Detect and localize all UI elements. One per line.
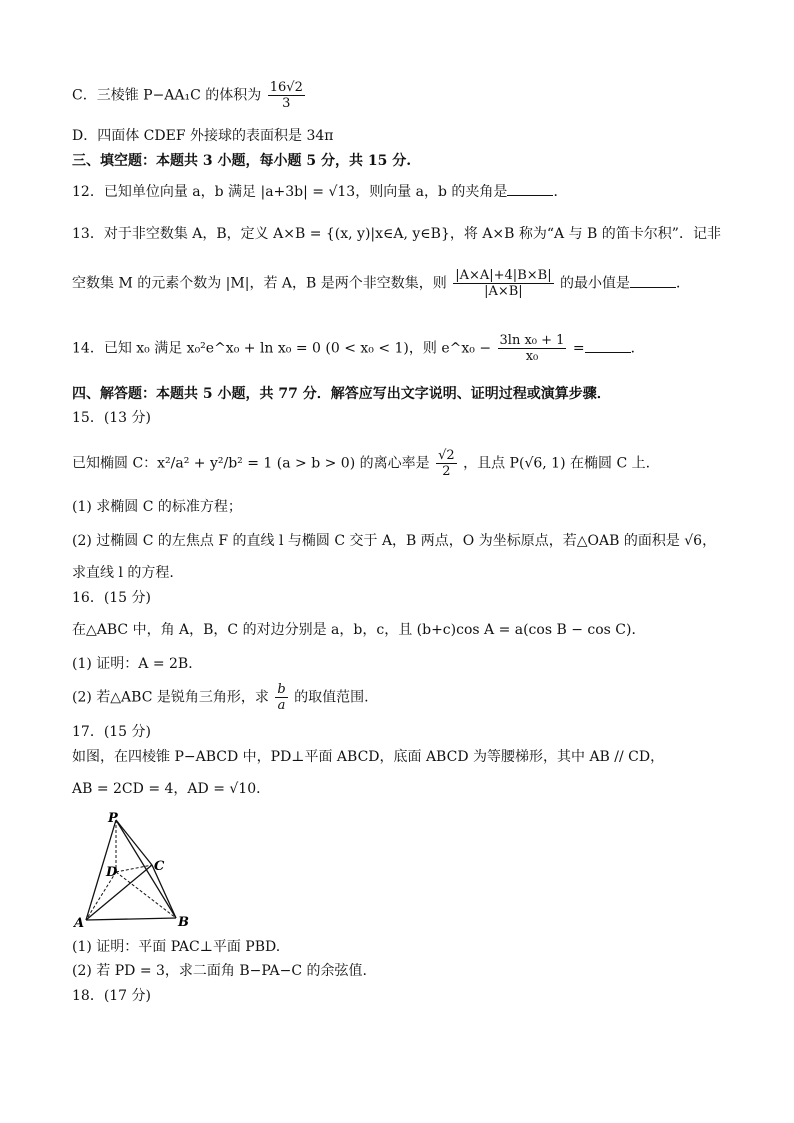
section-fill-in-title: 三、填空题：本题共 3 小题，每小题 5 分，共 15 分. xyxy=(72,153,412,169)
fraction: $\frac{b}{a}$ xyxy=(277,682,286,713)
question-13-line1: 13．对于非空数集 A，B，定义 A×B = {(x, y)|x∈A, y∈B}，将 A×B 称为“A 与 B 的笛卡尔积”．记非 xyxy=(72,226,721,242)
question-18-header: 18．(17 分) xyxy=(72,988,152,1004)
question-16-part1: (1) 证明：A = 2B． xyxy=(72,656,203,672)
label-p: P xyxy=(108,811,118,826)
question-13-line2: 空数集 M 的元素个数为 |M|，若 A，B 是两个非空数集，则 $\frac{|A\times A|+4|B\times B|}{|A\times B|}$ 的最小值是 ． xyxy=(72,268,691,299)
option-d: D．四面体 CDEF 外接球的表面积是 34π xyxy=(72,128,334,144)
question-14: 14．已知 x₀ 满足 x₀²e^x₀ + ln x₀ = 0 (0 < x₀ < 1)，则 e^x₀ − $\frac{\text{3ln x₀ + 1}}{\text{x₀}}$ = ． xyxy=(72,333,645,364)
label-d: D xyxy=(106,865,118,880)
question-17-stem: 如图，在四棱锥 P−ABCD 中，PD⊥平面 ABCD，底面 ABCD 为等腰梯形，其中 AB // CD， xyxy=(72,749,665,765)
label-a: A xyxy=(74,916,85,928)
section-answer-title: 四、解答题：本题共 5 小题，共 77 分．解答应写出文字说明、证明过程或演算步骤． xyxy=(72,386,611,402)
fraction: $\frac{|A\times A|+4|B\times B|}{|A\times B|}$ xyxy=(455,268,552,299)
label-b: B xyxy=(178,915,189,928)
question-17-part1: (1) 证明：平面 PAC⊥平面 PBD. xyxy=(72,939,281,955)
question-17-header: 17．(15 分) xyxy=(72,724,152,740)
question-16-stem: 在△ABC 中，角 A，B，C 的对边分别是 a，b，c，且 (b+c)cos A = a(cos B − cos C)． xyxy=(72,622,646,638)
question-15-stem: 已知椭圆 C：x²/a² + y²/b² = 1 (a > b > 0) 的离心率是 $\frac{√2}{2}$ ，且点 P(√6, 1) 在椭圆 C 上. xyxy=(72,448,651,479)
question-15-part1: (1) 求椭圆 C 的标准方程； xyxy=(72,499,242,515)
pyramid-figure xyxy=(72,810,192,928)
option-c: C．三棱锥 P−AA₁C 的体积为 $\frac{16√2}{3}$ xyxy=(72,80,303,111)
question-15-part2-cont: 求直线 l 的方程. xyxy=(72,565,174,581)
question-15-header: 15．(13 分) xyxy=(72,410,152,426)
fraction: $\frac{\text{3ln x₀ + 1}}{\text{x₀}}$ xyxy=(499,333,565,364)
fraction: $\frac{16√2}{3}$ xyxy=(269,80,303,111)
question-16-header: 16．(15 分) xyxy=(72,590,152,606)
question-17-stem-cont: AB = 2CD = 4，AD = √10． xyxy=(72,781,271,797)
question-16-part2: (2) 若△ABC 是锐角三角形，求 $\frac{b}{a}$ 的取值范围. xyxy=(72,682,369,713)
question-17-part2: (2) 若 PD = 3，求二面角 B−PA−C 的余弦值. xyxy=(72,963,367,979)
question-15-part2: (2) 过椭圆 C 的左焦点 F 的直线 l 与椭圆 C 交于 A，B 两点，O 为坐标原点，若△OAB 的面积是 √6， xyxy=(72,533,717,549)
question-12: 12．已知单位向量 a，b 满足 |a+3b| = √13，则向量 a，b 的夹角是 ． xyxy=(72,184,568,200)
label-c: C xyxy=(154,859,165,874)
fraction: $\frac{√2}{2}$ xyxy=(438,448,455,479)
